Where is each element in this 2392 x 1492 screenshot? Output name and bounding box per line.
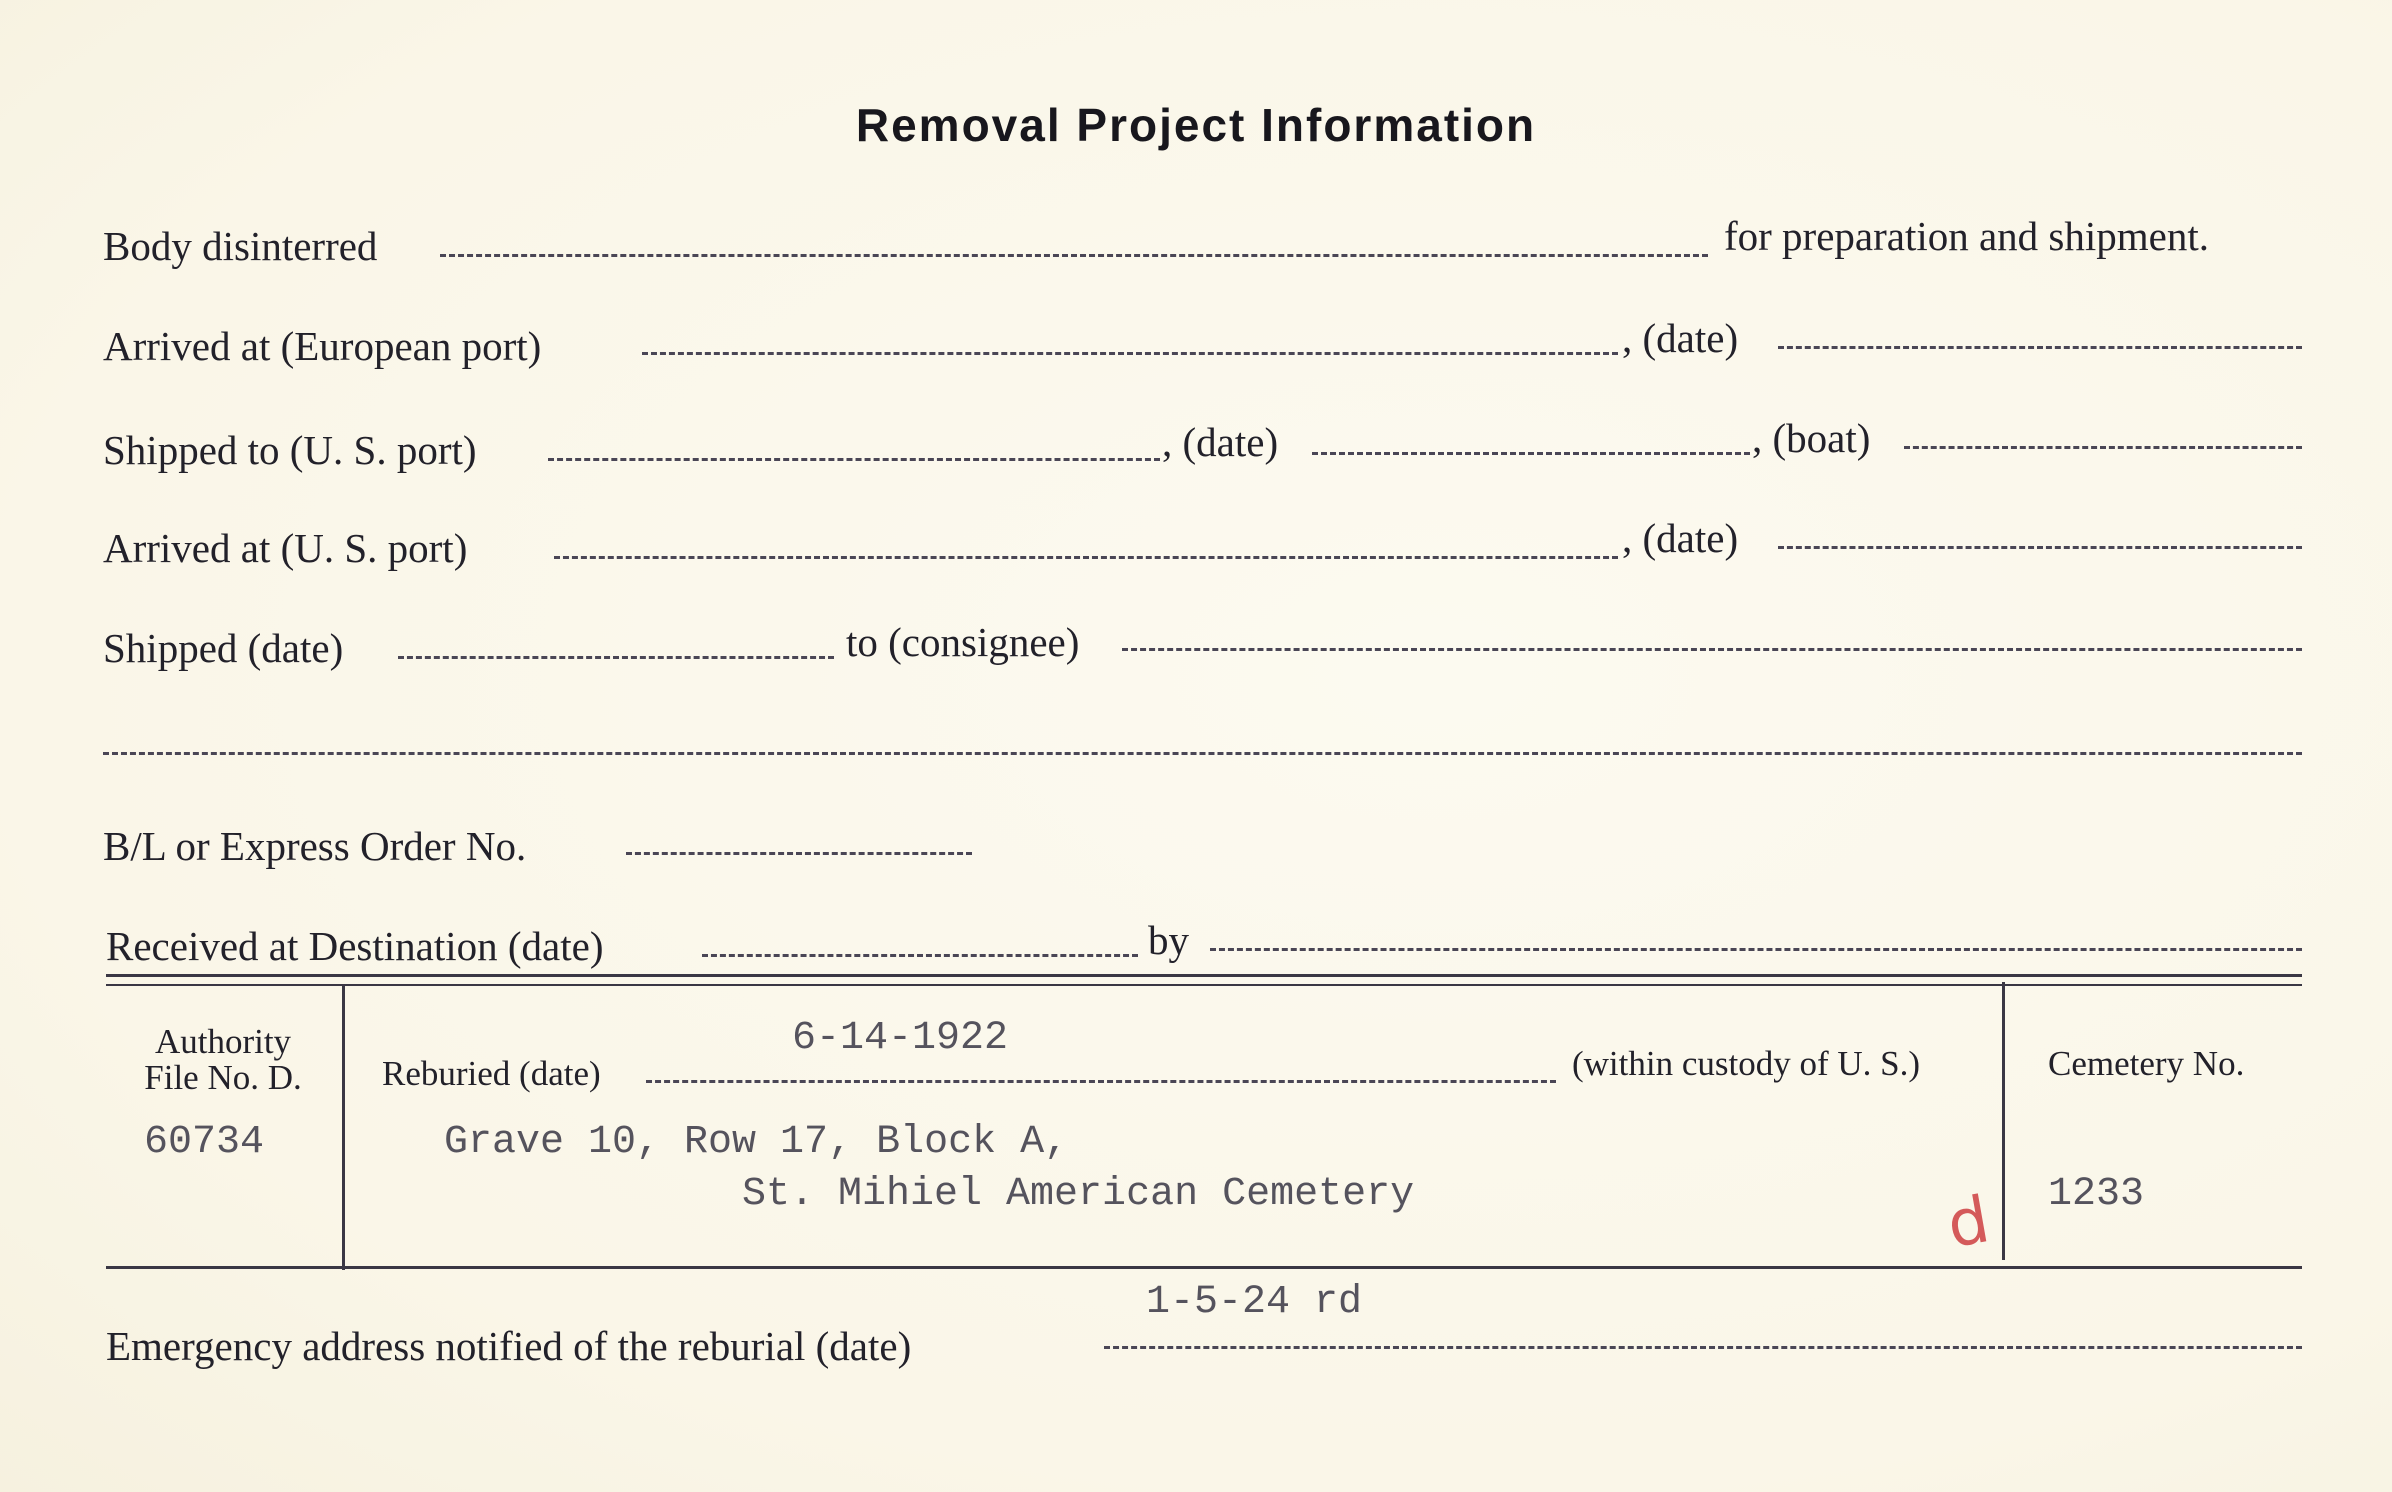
- table-divider-right: [2002, 982, 2005, 1260]
- label-arrived-date: , (date): [1622, 515, 1739, 561]
- label-authority: Authority: [154, 1022, 292, 1061]
- file-number-value: 60734: [144, 1120, 265, 1165]
- red-check-mark: d: [1941, 1183, 1995, 1263]
- field-boat: [1904, 446, 2302, 449]
- label-cemetery-no: Cemetery No.: [2048, 1044, 2245, 1083]
- reburied-date-value: 6-14-1922: [792, 1016, 1009, 1061]
- field-emergency-date: [1104, 1346, 2302, 1349]
- label-received-destination: Received at Destination (date): [106, 923, 604, 969]
- label-bl-express-order: B/L or Express Order No.: [103, 823, 527, 869]
- field-shipped-date: [1312, 452, 1750, 455]
- emergency-date-value: 1-5-24 rd: [1146, 1280, 1363, 1325]
- cemetery-number-value: 1233: [2048, 1172, 2145, 1217]
- label-emergency-address: Emergency address notified of the reburial (date): [106, 1323, 912, 1369]
- label-arrived-european-port: Arrived at (European port): [103, 323, 542, 369]
- label-reburied-date: Reburied (date): [382, 1054, 601, 1093]
- label-by: by: [1148, 917, 1189, 963]
- label-shipped-date: , (date): [1162, 419, 1279, 465]
- label-to-consignee: to (consignee): [846, 619, 1080, 665]
- field-received-date: [702, 954, 1138, 957]
- field-shipped-us-port: [548, 458, 1160, 461]
- label-within-custody: (within custody of U. S.): [1572, 1044, 1921, 1083]
- label-european-date: , (date): [1622, 315, 1739, 361]
- field-arrived-us-port: [554, 556, 1618, 559]
- table-bottom-rule: [106, 1266, 2302, 1269]
- field-consignee: [1122, 648, 2302, 651]
- field-consignee-continued: [103, 752, 2302, 755]
- label-arrived-us-port: Arrived at (U. S. port): [103, 525, 468, 571]
- label-boat: , (boat): [1752, 415, 1871, 461]
- label-for-preparation: for preparation and shipment.: [1724, 213, 2210, 259]
- field-european-date: [1778, 346, 2302, 349]
- field-received-by: [1210, 948, 2302, 951]
- field-arrived-date: [1778, 546, 2302, 549]
- grave-location-line-2: St. Mihiel American Cemetery: [742, 1172, 1415, 1217]
- field-european-port: [642, 352, 1618, 355]
- table-top-rule-inner: [106, 984, 2302, 986]
- field-reburied-date: [646, 1080, 1556, 1083]
- grave-location-line-1: Grave 10, Row 17, Block A,: [444, 1120, 1069, 1165]
- field-bl-express-order: [626, 852, 972, 855]
- table-divider-left: [342, 986, 345, 1270]
- field-shipped-on: [398, 656, 834, 659]
- form-title: Removal Project Information: [855, 99, 1537, 151]
- label-shipped-date-consignee: Shipped (date): [103, 625, 344, 671]
- label-file-no: File No. D.: [144, 1058, 302, 1097]
- field-body-disinterred: [440, 254, 1708, 257]
- label-body-disinterred: Body disinterred: [103, 223, 378, 269]
- label-shipped-us-port: Shipped to (U. S. port): [103, 427, 477, 473]
- table-top-rule: [106, 974, 2302, 977]
